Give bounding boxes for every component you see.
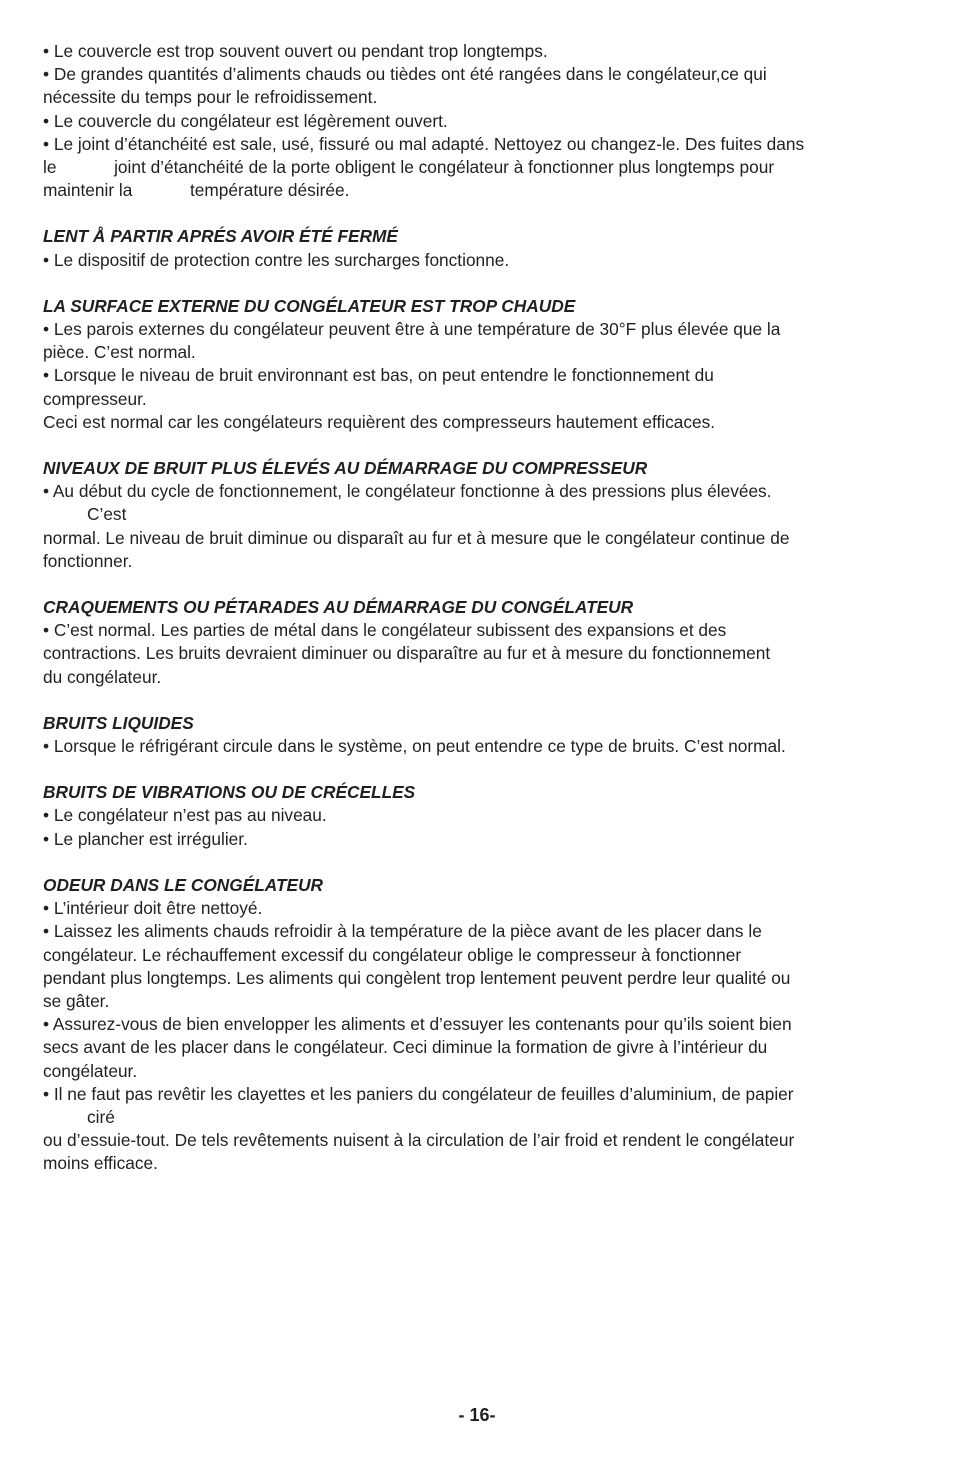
section-heading: NIVEAUX DE BRUIT PLUS ÉLEVÉS AU DÉMARRAGE DU COMPRESSEUR bbox=[43, 458, 648, 479]
section-line: se gâter. bbox=[43, 990, 110, 1011]
section-line: ciré bbox=[87, 1106, 115, 1127]
section-line: ou d’essuie-tout. De tels revêtements nuisent à la circulation de l’air froid et rendent le congélateur bbox=[43, 1130, 795, 1151]
section-line: • L’intérieur doit être nettoyé. bbox=[43, 898, 263, 919]
section-line: normal. Le niveau de bruit diminue ou disparaît au fur et à mesure que le congélateur continue de bbox=[43, 527, 790, 548]
section-line: • Lorsque le niveau de bruit environnant est bas, on peut entendre le fonctionnement du bbox=[43, 365, 714, 386]
page-number: - 16- bbox=[458, 1405, 496, 1425]
section-line: • Laissez les aliments chauds refroidir à la température de la pièce avant de les placer dans le bbox=[43, 921, 762, 942]
section-line: • Le congélateur n’est pas au niveau. bbox=[43, 805, 327, 826]
section-line: contractions. Les bruits devraient diminuer ou disparaître au fur et à mesure du fonctionnement bbox=[43, 643, 771, 664]
intro-line: nécessite du temps pour le refroidissement. bbox=[43, 87, 378, 108]
section-heading: LA SURFACE EXTERNE DU CONGÉLATEUR EST TROP CHAUDE bbox=[43, 295, 576, 316]
section-line: pendant plus longtemps. Les aliments qui congèlent trop lentement peuvent perdre leur qualité ou bbox=[43, 967, 791, 988]
section-line: secs avant de les placer dans le congélateur. Ceci diminue la formation de givre à l’intérieur du bbox=[43, 1037, 768, 1058]
section-line: • Lorsque le réfrigérant circule dans le système, on peut entendre ce type de bruits. C’est normal. bbox=[43, 736, 786, 757]
section-line: • Il ne faut pas revêtir les clayettes et les paniers du congélateur de feuilles d’aluminium, de papier bbox=[43, 1083, 794, 1104]
section-line: Ceci est normal car les congélateurs requièrent des compresseurs hautement efficaces. bbox=[43, 411, 716, 432]
intro-line: • De grandes quantités d’aliments chauds ou tièdes ont été rangées dans le congélateur,ce qui bbox=[43, 64, 767, 85]
section-line: • C’est normal. Les parties de métal dans le congélateur subissent des expansions et des bbox=[43, 620, 727, 641]
section-line: • Assurez-vous de bien envelopper les aliments et d’essuyer les contenants pour qu’ils soient bien bbox=[43, 1014, 792, 1035]
intro-line: • Le couvercle est trop souvent ouvert ou pendant trop longtemps. bbox=[43, 41, 548, 61]
section-heading: CRAQUEMENTS OU PÉTARADES AU DÉMARRAGE DU CONGÉLATEUR bbox=[43, 597, 634, 618]
section-heading: BRUITS DE VIBRATIONS OU DE CRÉCELLES bbox=[43, 782, 416, 803]
section-heading: ODEUR DANS LE CONGÉLATEUR bbox=[43, 874, 324, 895]
section-heading: LENT Å PARTIR APRÉS AVOIR ÉTÉ FERMÉ bbox=[43, 226, 398, 247]
section-line: congélateur. Le réchauffement excessif du congélateur oblige le compresseur à fonctionner bbox=[43, 944, 742, 965]
section-line: du congélateur. bbox=[43, 666, 162, 687]
section-line: pièce. C’est normal. bbox=[43, 342, 196, 363]
section-line: • Au début du cycle de fonctionnement, le congélateur fonctionne à des pressions plus élevées. bbox=[43, 481, 772, 502]
section-line: • Le plancher est irrégulier. bbox=[43, 828, 248, 849]
intro-line: • Le joint d’étanchéité est sale, usé, fissuré ou mal adapté. Nettoyez ou changez-le. Des fuites dans bbox=[43, 133, 805, 154]
intro-line: • Le couvercle du congélateur est légèrement ouvert. bbox=[43, 110, 448, 131]
section-line: fonctionner. bbox=[43, 550, 133, 571]
intro-line: maintenir la température désirée. bbox=[43, 180, 350, 201]
section-line: moins efficace. bbox=[43, 1153, 158, 1174]
section-heading: BRUITS LIQUIDES bbox=[43, 712, 194, 733]
document-body bbox=[43, 40, 913, 1176]
section-line: • Les parois externes du congélateur peuvent être à une température de 30°F plus élevée que la bbox=[43, 319, 781, 340]
intro-line: le joint d’étanchéité de la porte obligent le congélateur à fonctionner plus longtemps pour bbox=[43, 157, 775, 178]
section-line: compresseur. bbox=[43, 388, 147, 409]
section-line: • Le dispositif de protection contre les surcharges fonctionne. bbox=[43, 249, 510, 270]
section-line: C’est bbox=[87, 504, 127, 525]
section-line: congélateur. bbox=[43, 1060, 138, 1081]
